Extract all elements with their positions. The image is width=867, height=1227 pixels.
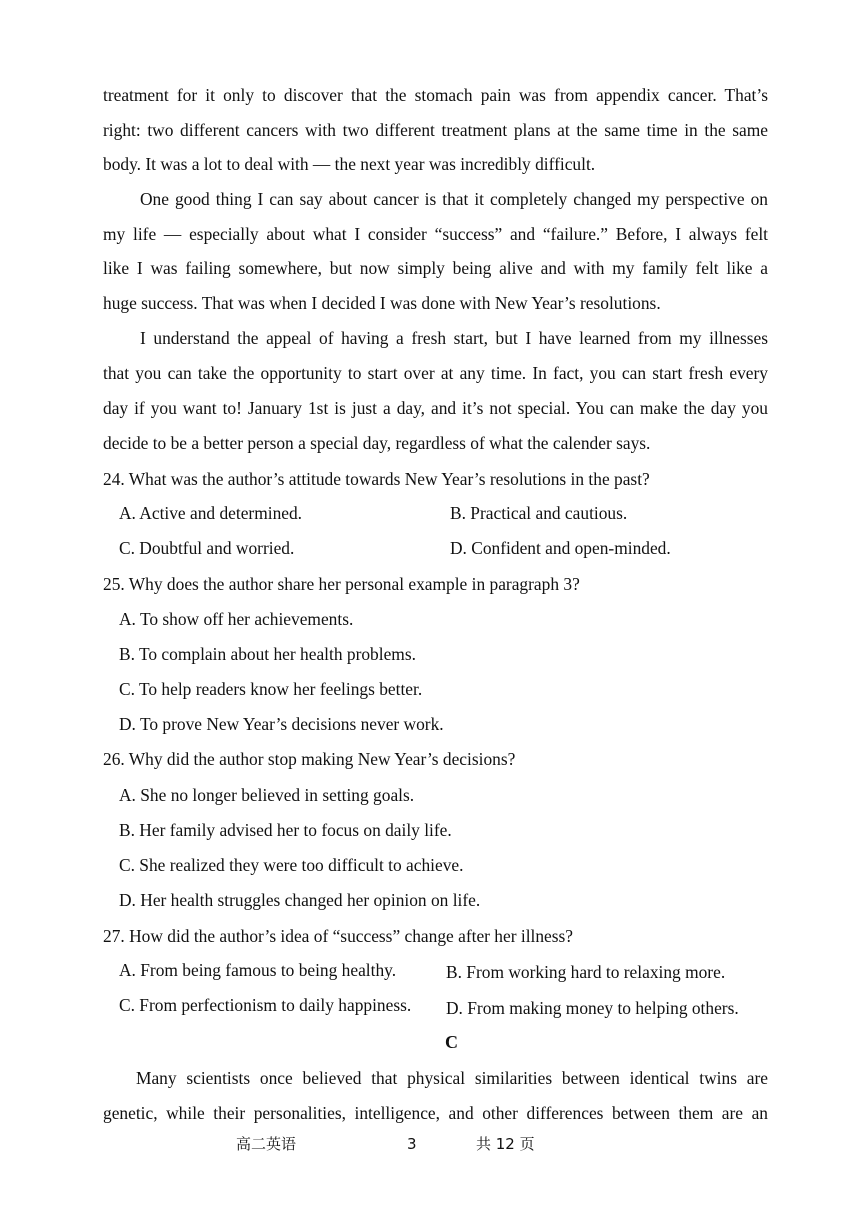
question-option: A. To show off her achievements. xyxy=(119,609,354,629)
passage-line: I understand the appeal of having a fresh start, but I have learned from my illnesses xyxy=(140,328,768,348)
passage-line: that you can take the opportunity to start over at any time. In fact, you can start fresh every xyxy=(103,363,768,383)
question-option: D. From making money to helping others. xyxy=(446,998,739,1018)
passage-line: huge success. That was when I decided I was done with New Year’s resolutions. xyxy=(103,293,661,313)
passage-line: body. It was a lot to deal with — the next year was incredibly difficult. xyxy=(103,154,596,174)
question-stem: 27. How did the author’s idea of “success” change after her illness? xyxy=(103,926,574,946)
question-option: B. From working hard to relaxing more. xyxy=(446,962,726,982)
footer-page-number: 3 xyxy=(407,1135,417,1153)
question-option: C. She realized they were too difficult to achieve. xyxy=(119,855,464,875)
question-option: B. Her family advised her to focus on daily life. xyxy=(119,820,452,840)
question-option: D. Her health struggles changed her opinion on life. xyxy=(119,890,481,910)
passage-line: decide to be a better person a special day, regardless of what the calender says. xyxy=(103,433,651,453)
passage-line: like I was failing somewhere, but now simply being alive and with my family felt like a xyxy=(103,258,768,278)
question-option: D. Confident and open-minded. xyxy=(450,538,671,558)
passage-line: One good thing I can say about cancer is that it completely changed my perspective on xyxy=(140,189,768,209)
question-option: B. Practical and cautious. xyxy=(450,503,628,523)
question-option: C. To help readers know her feelings better. xyxy=(119,679,423,699)
question-option: A. From being famous to being healthy. xyxy=(119,960,397,980)
passage-line: Many scientists once believed that physical similarities between identical twins are xyxy=(136,1068,768,1088)
question-stem: 24. What was the author’s attitude towards New Year’s resolutions in the past? xyxy=(103,469,650,489)
passage-line: my life — especially about what I consider “success” and “failure.” Before, I always felt xyxy=(103,224,768,244)
passage-line: right: two different cancers with two different treatment plans at the same time in the same xyxy=(103,120,768,140)
passage-line: day if you want to! January 1st is just a day, and it’s not special. You can make the day you xyxy=(103,398,768,418)
question-option: D. To prove New Year’s decisions never work. xyxy=(119,714,444,734)
passage-line: treatment for it only to discover that the stomach pain was from appendix cancer. That’s xyxy=(103,85,768,105)
question-stem: 25. Why does the author share her personal example in paragraph 3? xyxy=(103,574,580,594)
section-heading: C xyxy=(445,1032,458,1052)
question-option: A. She no longer believed in setting goals. xyxy=(119,785,415,805)
question-stem: 26. Why did the author stop making New Year’s decisions? xyxy=(103,749,516,769)
footer-total-pages: 共 12 页 xyxy=(476,1135,535,1153)
question-option: C. Doubtful and worried. xyxy=(119,538,295,558)
question-option: B. To complain about her health problems. xyxy=(119,644,416,664)
question-option: A. Active and determined. xyxy=(119,503,303,523)
passage-line: genetic, while their personalities, intelligence, and other differences between them are an xyxy=(103,1103,768,1123)
footer-subject: 高二英语 xyxy=(236,1135,297,1153)
question-option: C. From perfectionism to daily happiness. xyxy=(119,995,412,1015)
